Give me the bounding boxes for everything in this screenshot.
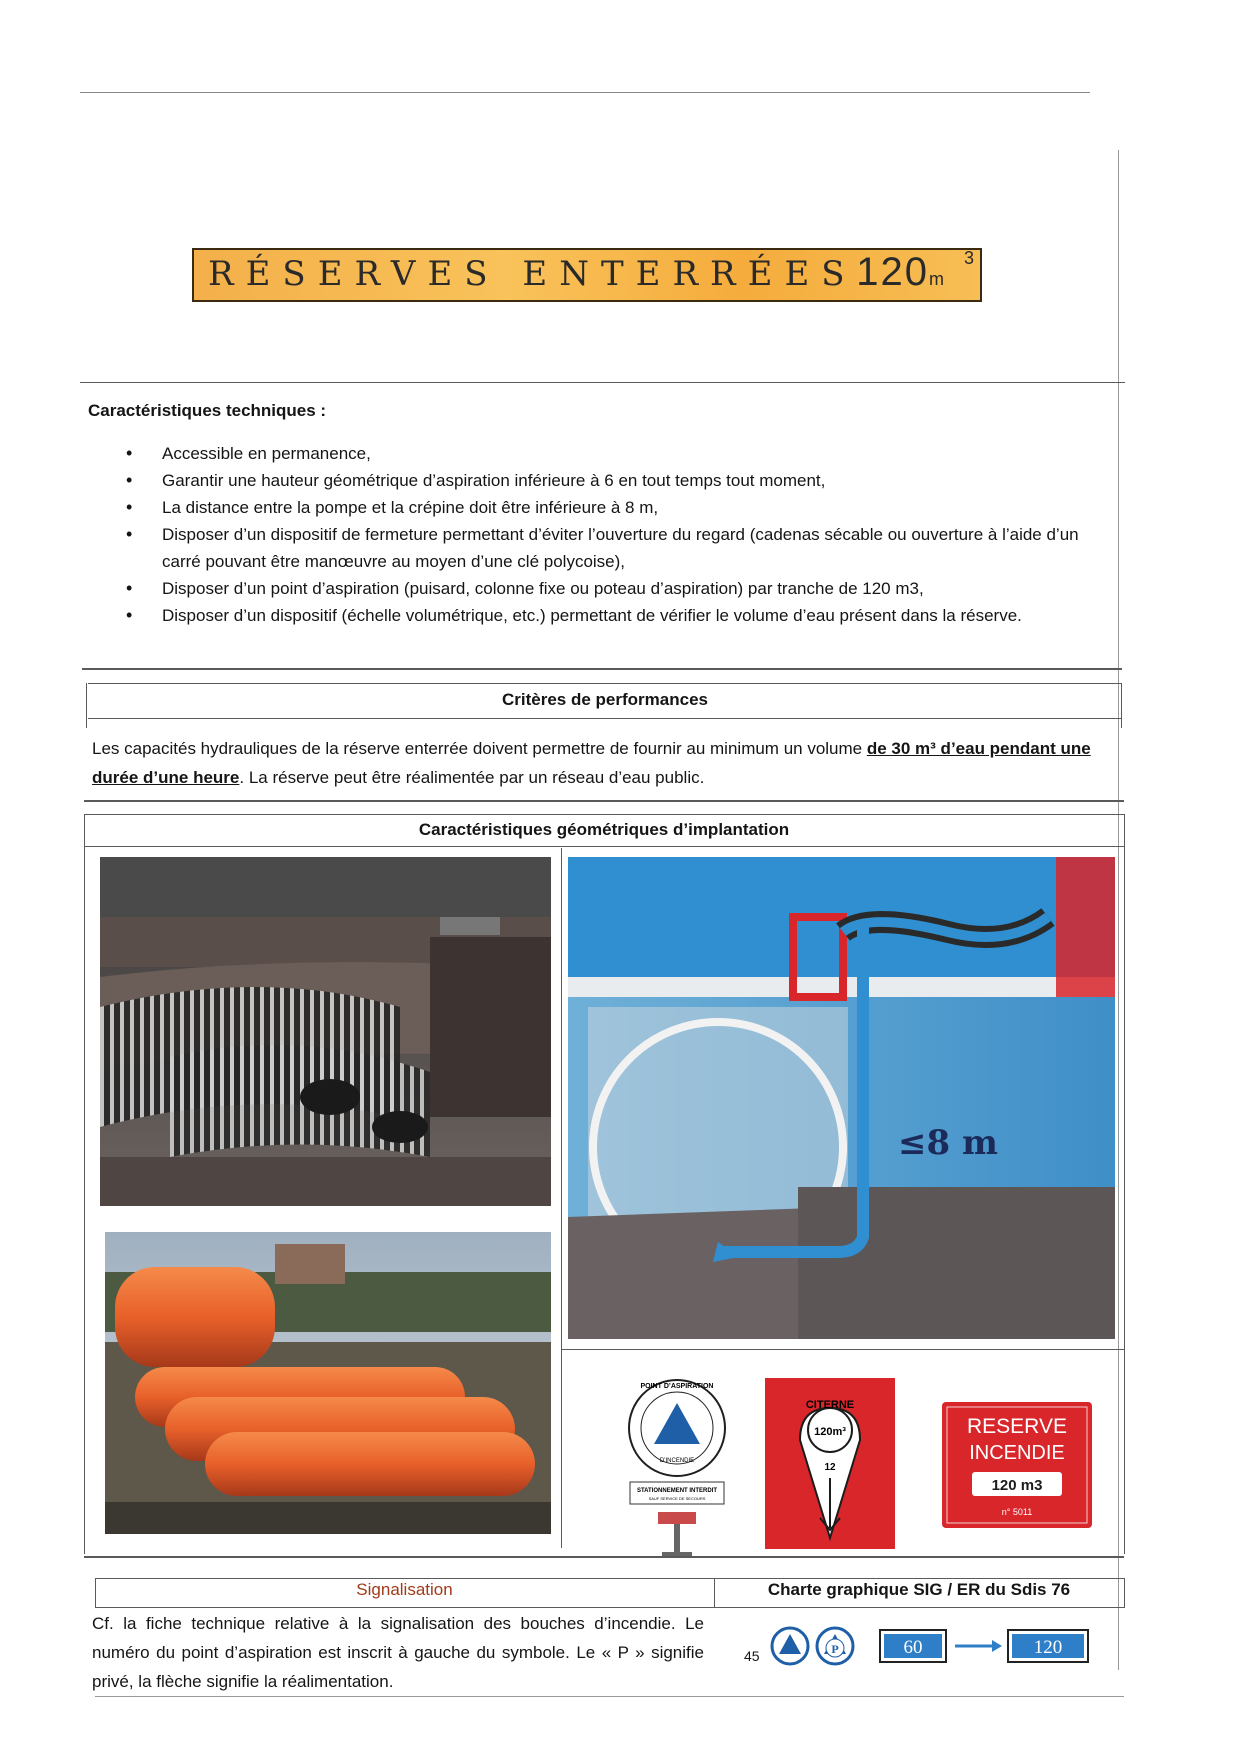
svg-text:12: 12 [824, 1462, 836, 1473]
perf-left-border [86, 683, 87, 728]
section-rule-9 [95, 1578, 1124, 1579]
geo-left-border [84, 814, 85, 1554]
svg-text:n° 5011: n° 5011 [1001, 1507, 1033, 1517]
section-rule-8 [84, 1556, 1124, 1558]
section-rule-6 [84, 814, 1124, 815]
geo-heading: Caractéristiques géométriques d’implantation [418, 820, 790, 839]
tech-list [122, 440, 1122, 629]
signalisation-text: Cf. la fiche technique relative à la signalisation des bouches d’incendie. Le numéro du point d’aspiration est inscrit à gauche du symbole. Le « P » signifie privé, la flèche signifie la réalimentation. [92, 1614, 704, 1691]
list-item: • La distance entre la pompe et la crépine doit être inférieure à 8 m, [122, 494, 1122, 521]
svg-text:120: 120 [1033, 1637, 1063, 1658]
svg-text:CITERNE: CITERNE [805, 1399, 855, 1411]
section-rule-5 [84, 800, 1124, 802]
geo-right-divider [562, 1349, 1124, 1350]
corrugated-tank-photo [100, 857, 551, 1206]
banner-unit-exponent: 3 [963, 248, 974, 268]
point-aspiration-sign [612, 1378, 742, 1568]
citerne-sign [765, 1378, 895, 1549]
perf-heading: Critères de performances [502, 690, 708, 709]
top-rule [80, 92, 1090, 93]
svg-text:RESERVE: RESERVE [967, 1415, 1067, 1438]
section-rule-10 [95, 1607, 1124, 1608]
svg-text:P: P [831, 1642, 839, 1656]
charte-symbols [770, 1618, 1110, 1668]
section-rule-4 [88, 718, 1122, 719]
banner-volume: 120m [856, 250, 946, 294]
svg-text:INCENDIE: INCENDIE [969, 1442, 1065, 1464]
svg-text:SAUF SERVICE DE SECOURS: SAUF SERVICE DE SECOURS [648, 1496, 706, 1501]
list-item: • Accessible en permanence, [122, 440, 1122, 467]
svg-text:60: 60 [903, 1637, 923, 1658]
section-rule-2 [82, 668, 1122, 670]
charte-number: 45 [744, 1648, 760, 1664]
bottom-rule [95, 1696, 1124, 1697]
reserve-incendie-sign [942, 1402, 1092, 1528]
svg-text:STATIONNEMENT INTERDIT: STATIONNEMENT INTERDIT [636, 1488, 718, 1494]
section-rule-3 [88, 683, 1122, 684]
tech-heading: Caractéristiques techniques : [88, 401, 327, 420]
list-item: • Disposer d’un dispositif de fermeture permettant d’éviter l’ouverture du regard (cadenas sécable ou ouverture à l’aide d’un carré pouvant être manœuvre au moyen d’une clé polycoise), [122, 521, 1122, 575]
charte-heading: Charte graphique SIG / ER du Sdis 76 [767, 1580, 1071, 1599]
right-edge [1118, 150, 1119, 1670]
geo-right-border [1124, 814, 1125, 1554]
banner-title: RÉSERVES ENTERRÉES [208, 254, 857, 294]
perf-text: Les capacités hydrauliques de la réserve enterrée doivent permettre de fournir au minimum un volume de 30 m³ d’eau pendant une durée d’une heure. La réserve peut être réalimentée par un réseau d’eau public. [92, 739, 1091, 787]
list-item: • Disposer d’un dispositif (échelle volumétrique, etc.) permettant de vérifier le volume d’eau présent dans la réserve. [122, 602, 1122, 629]
list-item: • Garantir une hauteur géométrique d’aspiration inférieure à 6 en tout temps tout moment, [122, 467, 1122, 494]
orange-tank-photo [105, 1232, 551, 1534]
svg-text:120m³: 120m³ [814, 1426, 846, 1438]
svg-text:D’INCENDIE: D’INCENDIE [659, 1458, 695, 1464]
section-rule-1 [80, 382, 1125, 383]
svg-text:POINT D’ASPIRATION: POINT D’ASPIRATION [640, 1383, 714, 1390]
signalisation-heading: Signalisation [356, 1580, 453, 1599]
sig-right-border [1124, 1578, 1125, 1608]
suction-diagram [568, 857, 1115, 1339]
title-banner [192, 248, 982, 302]
svg-text:120 m3: 120 m3 [991, 1477, 1043, 1494]
section-rule-7 [84, 846, 1124, 847]
distance-label: ≤8 m [898, 1123, 998, 1163]
geo-middle-divider [561, 848, 562, 1548]
list-item: • Disposer d’un point d’aspiration (puisard, colonne fixe ou poteau d’aspiration) par tranche de 120 m3, [122, 575, 1122, 602]
